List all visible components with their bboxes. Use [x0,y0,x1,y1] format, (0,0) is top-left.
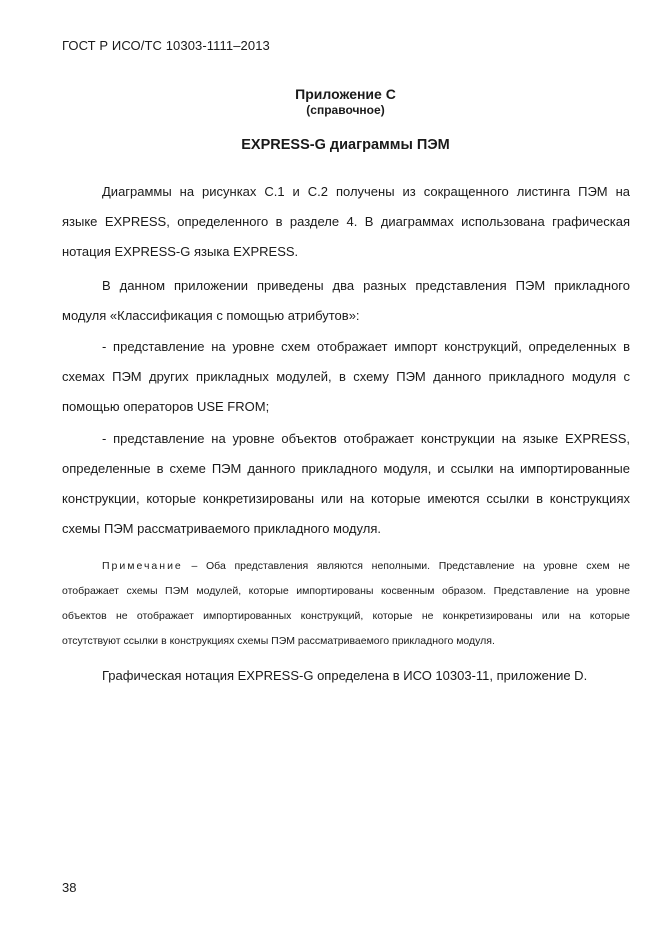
appendix-subtitle: (справочное) [306,103,385,117]
paragraph-line: Графическая нотация EXPRESS-G определена в ИСО 10303-11, приложение D. [102,668,588,683]
paragraph-line: схемах ПЭМ других прикладных модулей, в схему ПЭМ данного прикладного модуля с [62,369,630,384]
paragraph-line: В данном приложении приведены два разных представления ПЭМ прикладного [102,278,630,293]
note-line: объектов не отображает импортированных конструкций, которые не конкретизированы или на которые [62,610,630,622]
paragraph-line: конструкции, которые конкретизированы или на которые имеются ссылки в конструкциях [62,491,630,506]
note-dash: – [182,560,207,572]
page-number: 38 [62,880,77,895]
note-line: отсутствуют ссылки в конструкциях схемы ПЭМ рассматриваемого прикладного модуля. [62,635,495,647]
paragraph-line: схемы ПЭМ рассматриваемого прикладного модуля. [62,521,381,536]
note-first-line: Оба представления являются неполными. Представление на уровне схем не [206,560,630,572]
paragraph-line: помощью операторов USE FROM; [62,399,270,414]
section-title: EXPRESS-G диаграммы ПЭМ [241,137,450,153]
paragraph-line: Диаграммы на рисунках С.1 и С.2 получены из сокращенного листинга ПЭМ на [102,184,630,199]
paragraph-line: - представление на уровне схем отображает импорт конструкций, определенных в [102,339,630,354]
paragraph-line: языке EXPRESS, определенного в разделе 4. В диаграммах использована графическая [62,214,630,229]
paragraph-line: нотация EXPRESS-G языка EXPRESS. [62,244,299,259]
paragraph-line: - представление на уровне объектов отображает конструкции на языке EXPRESS, [102,431,630,446]
note-line [62,559,630,573]
note-label: Примечание [102,560,183,572]
standard-header: ГОСТ Р ИСО/ТС 10303-1111–2013 [62,38,270,53]
appendix-title: Приложение С [295,86,396,102]
paragraph-line: определенные в схеме ПЭМ данного прикладного модуля, и ссылки на импортированные [62,461,630,476]
note-line: отображает схемы ПЭМ модулей, которые импортированы косвенным образом. Представление на уровне [62,585,630,597]
paragraph-line: модуля «Классификация с помощью атрибутов»: [62,308,360,323]
